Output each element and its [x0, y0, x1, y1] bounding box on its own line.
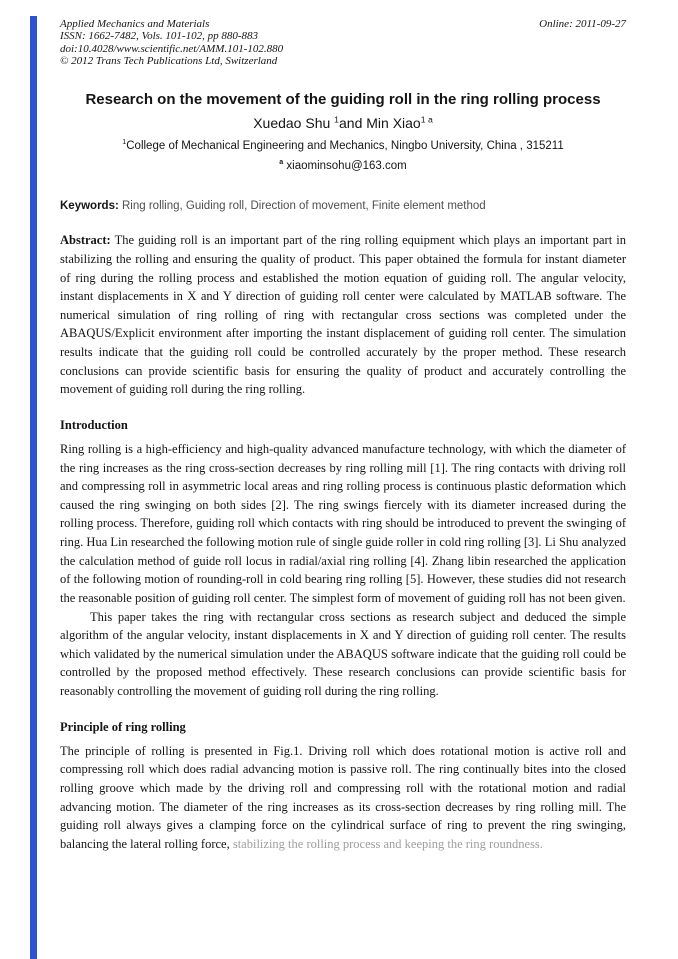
authors-line — [60, 115, 626, 131]
online-date: Online: 2011-09-27 — [539, 18, 626, 30]
affiliation-superscript: 1 — [122, 138, 127, 147]
journal-header — [60, 18, 626, 67]
journal-header-left — [60, 18, 283, 67]
author-second-superscript: 1 a — [420, 114, 433, 125]
keywords-value: Ring rolling, Guiding roll, Direction of movement, Finite element method — [118, 200, 486, 213]
author-first-superscript: 1 — [334, 114, 339, 125]
author-second: and Min Xiao — [339, 115, 421, 132]
principle-faded-text: stabilizing the rolling process and keeping the ring roundness. — [232, 836, 543, 851]
abstract-paragraph — [60, 231, 626, 399]
affiliation-text: College of Mechanical Engineering and Mechanics, Ningbo University, China , 315211 — [126, 140, 564, 153]
principle-paragraph — [60, 742, 626, 854]
affiliation-line — [60, 140, 626, 152]
paper-title: Research on the movement of the guiding roll in the ring rolling process — [85, 91, 601, 109]
email-superscript: a — [279, 158, 284, 167]
doi-line: doi:10.4028/www.scientific.net/AMM.101-102.880 — [60, 42, 284, 55]
abstract-label: Abstract: — [60, 233, 111, 248]
abstract-text: The guiding roll is an important part of the ring rolling equipment which plays an important part in stabilizing the rolling and ensuring the quality of product. This paper obtained the formula for instant diameter of ring during the rolling process and established the motion equation of guiding roll. The angular velocity, instant displacements in X and Y direction of guiding roll center were calculated by MATLAB software. The numerical simulation of ring rolling of ring with rectangular cross sections was completed under the ABAQUS/Explicit environment after importing the instant displacement of guiding roll center. The simulation results indicate that the guiding roll could be controlled accurately by the proper method. These research conclusions can provide scientific basis for ensuring the quality of product and accurately controlling the movement of guiding roll during the ring rolling. — [60, 233, 626, 397]
page-content — [60, 18, 626, 853]
keywords-line — [60, 200, 626, 212]
email-address: xiaominsohu@163.com — [283, 160, 407, 173]
copyright-line: © 2012 Trans Tech Publications Ltd, Switzerland — [60, 54, 278, 67]
section-heading-principle: Principle of ring rolling — [60, 719, 186, 734]
journal-name: Applied Mechanics and Materials — [60, 18, 210, 30]
issn-line: ISSN: 1662-7482, Vols. 101-102, pp 880-883 — [60, 30, 258, 43]
section-heading-introduction: Introduction — [60, 417, 128, 432]
left-accent-bar — [30, 16, 37, 959]
keywords-label: Keywords: — [60, 200, 119, 213]
introduction-paragraph-1: Ring rolling is a high-efficiency and high-quality advanced manufacture technology, with which the diameter of the ring increases as the ring cross-section decreases by ring rolling mill [1]. The ring contacts with driving roll and compressing roll in asymmetric local areas and ring rolling process is continuous plastic deformation which caused the ring swinging on both sides [2]. The ring swings fiercely with its diameter increased during the rolling process. Therefore, guiding roll which contacts with ring should be introduced to prevent the swinging of ring. Hua Lin researched the following motion rule of single guide roller in cold ring rolling [3]. Li Shu analyzed the calculation method of guide roll locus in radial/axial ring rolling [4]. Zhang libin researched the application of the following motion of rounding-roll in cold bearing ring rolling [5]. However, these studies did not research the reasonable position of guiding roll center. The simplest form of movement of guiding roll has not been given. — [60, 441, 626, 605]
introduction-paragraph-2: This paper takes the ring with rectangular cross sections as research subject and deduced the simple algorithm of the angular velocity, instant displacements in X and Y direction of guiding roll center. The results which validated by the numerical simulation under the ABAQUS software indicate that the guiding roll could be controlled by the proposed method effectively. These research conclusions can provide scientific basis for reasonably controlling the movement of guiding roll during the ring rolling. — [60, 609, 626, 698]
author-first: Xuedao Shu — [253, 115, 335, 132]
principle-text: The principle of rolling is presented in Fig.1. Driving roll which does rotational motion is active roll and compressing roll which does radial advancing motion is passive roll. The ring continually bites into the closed rolling groove which made by the driving roll and compressing roll with the rotational motion and radial advancing motion. The diameter of the ring increases as its cross-section decreases by ring rolling mill. The guiding roll always gives a clamping force on the cylindrical surface of ring to prevent the ring swinging, balancing the lateral rolling force, — [60, 743, 626, 851]
email-line — [60, 160, 626, 172]
